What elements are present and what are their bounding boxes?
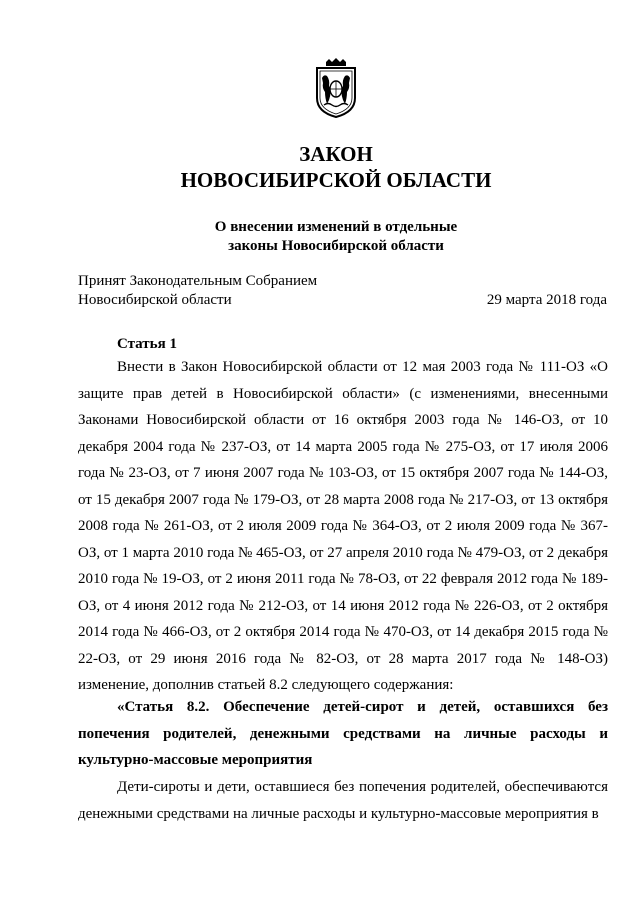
law-subject-line2: законы Новосибирской области (228, 238, 444, 254)
novosibirsk-coat-of-arms-icon (313, 58, 359, 118)
adoption-body-line1: Принят Законодательным Собранием (78, 273, 318, 289)
law-region: НОВОСИБИРСКОЙ ОБЛАСТИ (180, 168, 492, 192)
article-heading: Статья 1 (117, 336, 177, 352)
article-body: Внести в Закон Новосибирской области от 12 мая 2003 года № 111-ОЗ «О защите прав детей в Новосибирской области» (с изменениями, внесенными Законами Новосибирской области от 16 октября 2003 года № 146-ОЗ, от 10 декабря 2004 года № 237-ОЗ, от 14 марта 2005 года № 275-ОЗ, от 17 июля 2006 года № 23-ОЗ, от 7 июня 2007 года № 103-ОЗ, от 15 октября 2007 года № 144-ОЗ, от 15 декабря 2007 года № 179-ОЗ, от 28 марта 2008 года № 217-ОЗ, от 13 октября 2008 года № 261-ОЗ, от 2 июля 2009 года № 364-ОЗ, от 2 июля 2009 года № 367-ОЗ, от 1 марта 2010 года № 465-ОЗ, от 27 апреля 2010 года № 479-ОЗ, от 2 декабря 2010 года № 19-ОЗ, от 2 июня 2011 года № 78-ОЗ, от 22 февраля 2012 года № 189-ОЗ, от 4 июня 2012 года № 212-ОЗ, от 14 июня 2012 года № 226-ОЗ, от 2 октября 2014 года № 466-ОЗ, от 2 октября 2014 года № 470-ОЗ, от 14 декабря 2015 года № 22-ОЗ, от 29 июня 2016 года № 82-ОЗ, от 28 марта 2017 года № 148-ОЗ) изменение, дополнив статьей 8.2 следующего содержания: (78, 359, 608, 693)
law-title: ЗАКОН (299, 142, 373, 166)
adoption-date: 29 марта 2018 года (486, 292, 607, 308)
law-subject-line1: О внесении изменений в отдельные (214, 219, 458, 235)
new-article-body: Дети-сироты и дети, оставшиеся без попечения родителей, обеспечиваются денежными средствами на личные расходы и культурно-массовые мероприятия в (78, 779, 608, 822)
new-article-heading: «Статья 8.2. Обеспечение детей-сирот и детей, оставшихся без попечения родителей, денежными средствами на личные расходы и культурно-массовые мероприятия (78, 699, 608, 768)
adoption-body-line2: Новосибирской области (78, 292, 232, 308)
